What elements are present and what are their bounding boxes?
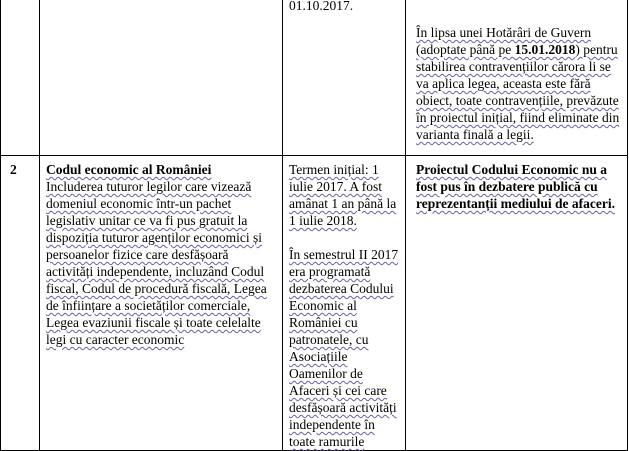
status-cell bbox=[406, 156, 628, 451]
deadline-text: 01.10.2017. bbox=[289, 0, 354, 13]
description-cell bbox=[40, 0, 283, 156]
description-title: Codul economic al României bbox=[46, 162, 212, 177]
deadline-cell bbox=[283, 156, 406, 451]
table-row bbox=[1, 156, 628, 451]
status-cell bbox=[406, 0, 628, 156]
number-cell bbox=[1, 156, 40, 451]
status-text-prefix: În lipsa unei Hotărâri de Guvern (adoptate până pe bbox=[416, 25, 592, 57]
paragraph-gap bbox=[289, 229, 401, 246]
deadline-cell bbox=[283, 0, 406, 156]
number-cell bbox=[1, 0, 40, 156]
status-text: Proiectul Codului Economic nu a fost pus în dezbatere publică cu reprezentanții mediului de afaceri. bbox=[416, 162, 615, 211]
description-cell bbox=[40, 156, 283, 451]
status-date: 15.01.2018 bbox=[514, 42, 576, 57]
row-number: 2 bbox=[10, 162, 17, 177]
deadline-initial-text: Termen inițial: 1 iulie 2017. A fost amânat 1 an până la 1 iulie 2018. bbox=[289, 162, 397, 228]
row-number bbox=[1, 0, 39, 5]
table-row bbox=[1, 0, 628, 156]
status-text-suffix: ) pentru stabilirea contravențiilor cărora li se va aplica legea, aceasta este fără obiect, toate contravențiile, prevăzute în proiectul inițial, fiind eliminate din varianta finală a legii. bbox=[416, 42, 620, 142]
deadline-semester-text: În semestrul II 2017 era programată dezbaterea Codului Economic al României cu patronatele, cu Asociațiile Oamenilor de Afaceri și cei care desfășoară activități independente în toate ramurile bbox=[289, 247, 399, 449]
description-body: Includerea tuturor legilor care vizează domeniul economic într-un pachet legislativ unitar ce va fi pus gratuit la dispoziția tuturor agenților economici și persoanelor fizice care desfășoară activități independente, incluzând Codul fiscal, Codul de procedură fiscală, Legea de înființare a societăților comerciale, Legea evaziunii fiscale și toate celelalte legi cu caracter economic bbox=[46, 179, 267, 347]
